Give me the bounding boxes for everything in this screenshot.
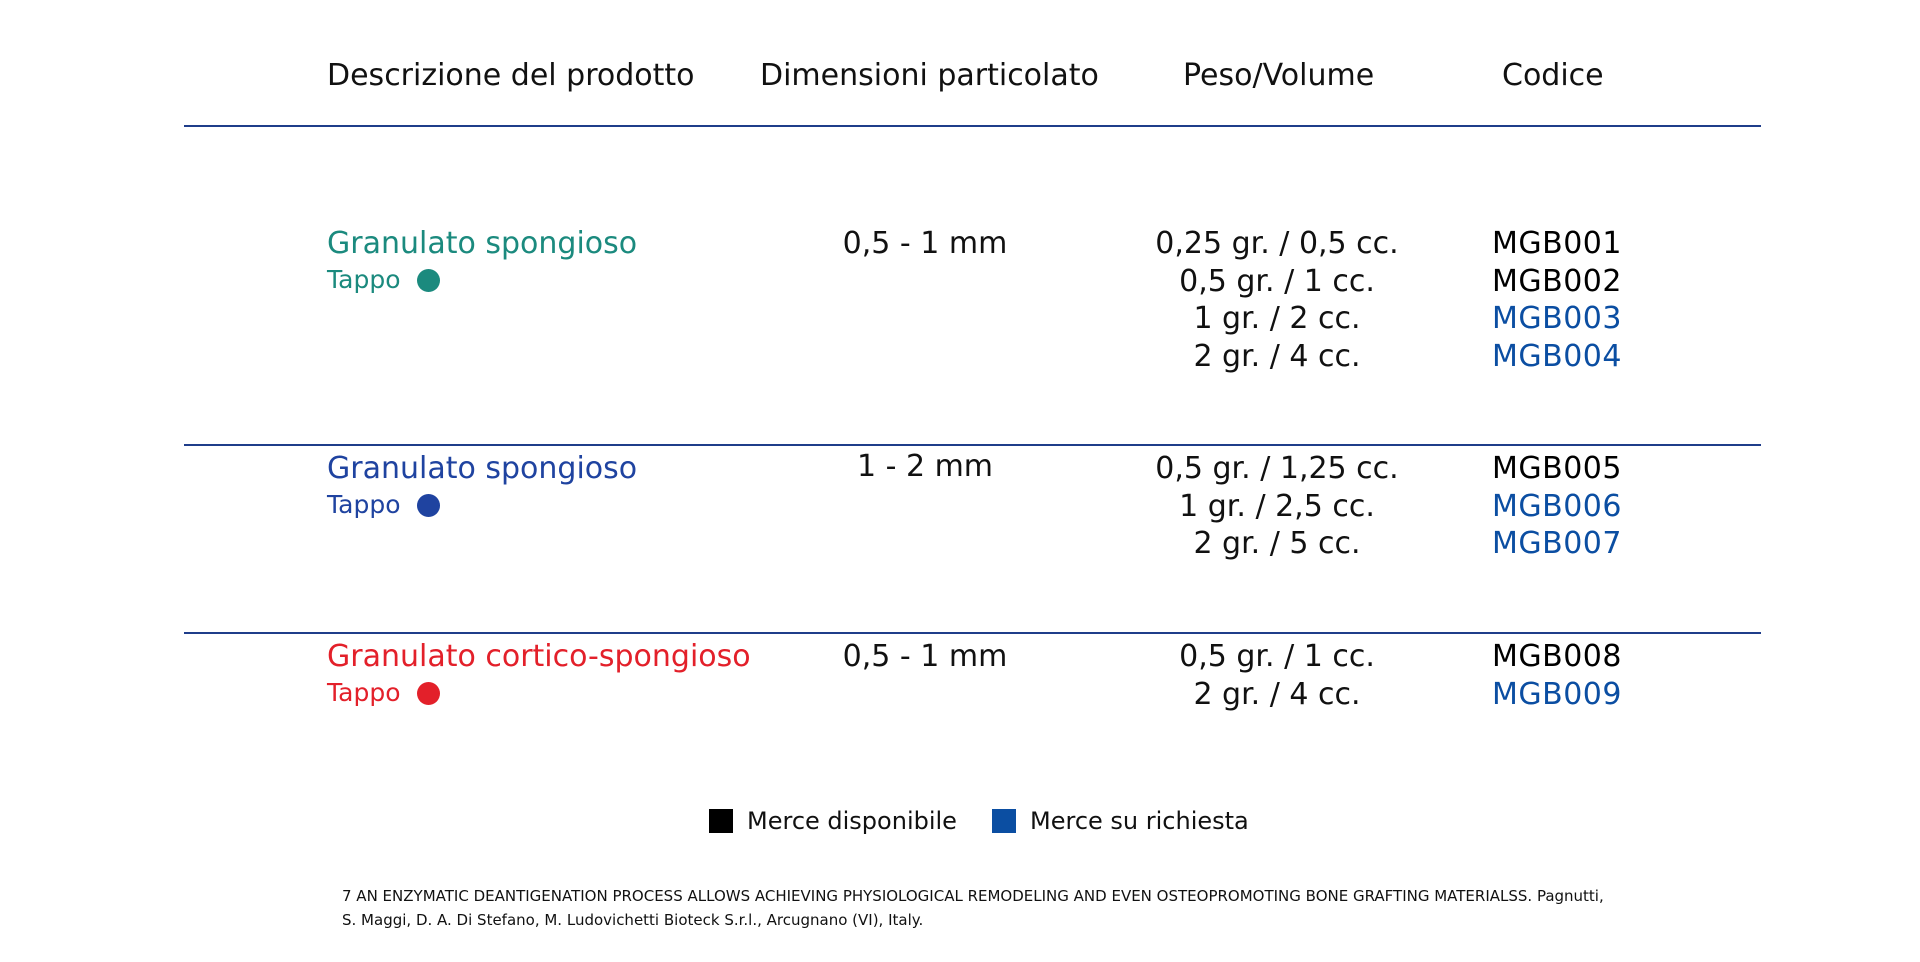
header-divider — [184, 125, 1761, 127]
on-request-swatch-icon — [992, 809, 1016, 833]
cap-color-dot-icon — [417, 494, 440, 517]
cap-info — [327, 263, 637, 297]
product-code: MGB004 — [1492, 338, 1622, 374]
cap-label: Tappo — [327, 678, 401, 707]
legend-available — [709, 807, 957, 835]
product-code: MGB009 — [1492, 676, 1622, 712]
legend-on-request-label: Merce su richiesta — [1030, 807, 1249, 835]
product-cell-2 — [327, 450, 637, 522]
weights-cell — [1097, 450, 1457, 563]
codes-cell — [1492, 450, 1622, 563]
dimension-cell: 1 - 2 mm — [856, 449, 994, 484]
cap-label: Tappo — [327, 490, 401, 519]
product-name: Granulato spongioso — [327, 226, 638, 261]
weight-value: 0,25 gr. / 0,5 cc. — [1155, 226, 1399, 261]
weight-value: 0,5 gr. / 1,25 cc. — [1155, 451, 1399, 486]
weights-cell — [1097, 225, 1457, 375]
weight-value: 0,5 gr. / 1 cc. — [1179, 263, 1375, 299]
weight-value: 2 gr. / 4 cc. — [1193, 338, 1361, 374]
product-code: MGB007 — [1492, 526, 1622, 561]
footnote — [342, 884, 1642, 932]
dimension-cell: 0,5 - 1 mm — [842, 226, 1008, 261]
header-description: Descrizione del prodotto — [327, 58, 695, 93]
header-code: Codice — [1502, 58, 1604, 93]
product-code: MGB002 — [1492, 263, 1622, 299]
legend-on-request — [992, 807, 1249, 835]
cap-color-dot-icon — [417, 269, 440, 292]
product-code: MGB005 — [1492, 451, 1622, 486]
product-code: MGB006 — [1492, 488, 1622, 524]
dimension-cell: 0,5 - 1 mm — [842, 639, 1008, 674]
weight-value: 1 gr. / 2,5 cc. — [1179, 488, 1375, 524]
footnote-line-1: 7 AN ENZYMATIC DEANTIGENATION PROCESS ALLOWS ACHIEVING PHYSIOLOGICAL REMODELING AND EVEN OSTEOPROMOTING BONE GRAFTING MATERIALSS. Pagnutti, — [342, 887, 1604, 905]
legend-available-label: Merce disponibile — [747, 807, 957, 835]
product-name: Granulato cortico-spongioso — [327, 639, 751, 674]
available-swatch-icon — [709, 809, 733, 833]
cap-info — [327, 488, 637, 522]
codes-cell — [1492, 225, 1622, 375]
product-cell-1 — [327, 225, 637, 297]
header-dimensions: Dimensioni particolato — [760, 58, 1099, 93]
weight-value: 2 gr. / 4 cc. — [1193, 676, 1361, 712]
product-code: MGB008 — [1492, 639, 1622, 674]
product-name: Granulato spongioso — [327, 451, 638, 486]
weight-value: 1 gr. / 2 cc. — [1193, 301, 1361, 336]
product-code: MGB001 — [1492, 226, 1622, 261]
footnote-line-2: S. Maggi, D. A. Di Stefano, M. Ludovichetti Bioteck S.r.l., Arcugnano (VI), Italy. — [342, 911, 924, 929]
product-code: MGB003 — [1492, 301, 1622, 336]
row-divider — [184, 444, 1761, 446]
weight-value: 2 gr. / 5 cc. — [1193, 526, 1361, 561]
weight-value: 0,5 gr. / 1 cc. — [1179, 639, 1375, 674]
cap-color-dot-icon — [417, 682, 440, 705]
weights-cell — [1097, 638, 1457, 713]
cap-label: Tappo — [327, 265, 401, 294]
product-cell-3 — [327, 638, 751, 710]
codes-cell — [1492, 638, 1622, 713]
row-divider — [184, 632, 1761, 634]
header-weight: Peso/Volume — [1183, 58, 1375, 93]
cap-info — [327, 676, 751, 710]
